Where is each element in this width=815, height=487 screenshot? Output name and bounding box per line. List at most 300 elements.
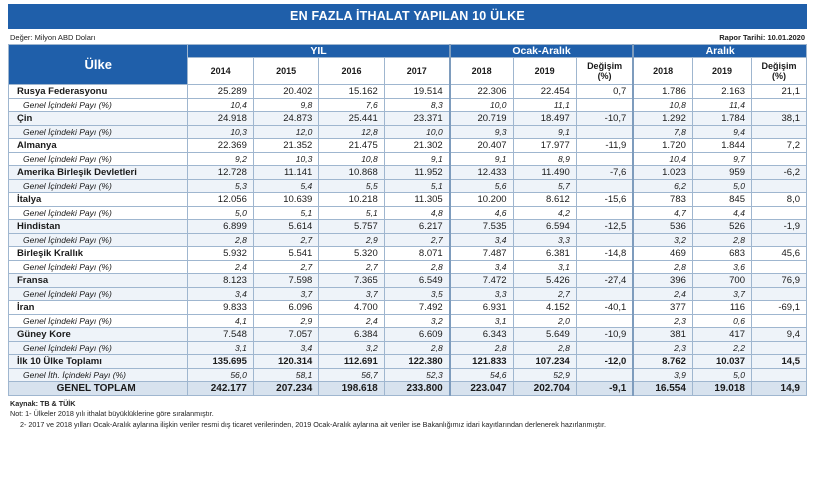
row-country-name: İtalya [9, 193, 188, 207]
share-oa-2019: 9,1 [513, 126, 576, 139]
share-oa-2019: 2,8 [513, 342, 576, 355]
change-label-line1: Değişim [587, 61, 623, 71]
table-row [9, 274, 807, 288]
cell-oa-change: -10,7 [576, 112, 633, 126]
share-2017: 3,5 [384, 288, 449, 301]
cell-oa-change: -27,4 [576, 274, 633, 288]
table-row [9, 112, 807, 126]
share-2016: 3,2 [319, 342, 384, 355]
share-2015: 9,8 [253, 99, 318, 112]
share-ar-2018: 2,3 [633, 342, 692, 355]
cell-2014: 22.369 [188, 139, 253, 153]
cell-2015: 7.057 [253, 328, 318, 342]
share-oa-change [576, 99, 633, 112]
top10-ar-change: 14,5 [752, 355, 807, 369]
cell-ar-2019: 526 [692, 220, 751, 234]
row-share-label: Genel İçindeki Payı (%) [9, 207, 188, 220]
share-ar-2018: 10,4 [633, 153, 692, 166]
grand-oa-2018: 223.047 [450, 382, 513, 396]
cell-ar-2018: 536 [633, 220, 692, 234]
cell-oa-2019: 6.381 [513, 247, 576, 261]
top10-ar-2019: 10.037 [692, 355, 751, 369]
cell-2014: 6.899 [188, 220, 253, 234]
share-oa-2018: 9,3 [450, 126, 513, 139]
share-2015: 5,1 [253, 207, 318, 220]
share-oa-2019: 8,9 [513, 153, 576, 166]
share-ar-change [752, 234, 807, 247]
row-country-name: Güney Kore [9, 328, 188, 342]
cell-2016: 5.320 [319, 247, 384, 261]
cell-2014: 12.728 [188, 166, 253, 180]
cell-ar-2019: 2.163 [692, 85, 751, 99]
share-ar-2018: 2,8 [633, 261, 692, 274]
cell-oa-change: -11,9 [576, 139, 633, 153]
share-ar-2018: 6,2 [633, 180, 692, 193]
table-row-share [9, 234, 807, 247]
share-ar-change [752, 261, 807, 274]
footnotes [8, 396, 807, 430]
grand-2015: 207.234 [253, 382, 318, 396]
cell-2017: 7.492 [384, 301, 449, 315]
top10-oa-2018: 121.833 [450, 355, 513, 369]
share-oa-2018: 10,0 [450, 99, 513, 112]
table-row-share [9, 288, 807, 301]
row-share-label: Genel İçindeki Payı (%) [9, 261, 188, 274]
header-col-oa-2019: 2019 [513, 58, 576, 85]
cell-oa-2018: 20.719 [450, 112, 513, 126]
cell-ar-2019: 417 [692, 328, 751, 342]
cell-ar-change: 8,0 [752, 193, 807, 207]
share-2016: 5,5 [319, 180, 384, 193]
share-ar-change [752, 342, 807, 355]
share-oa-2019: 3,3 [513, 234, 576, 247]
table-row [9, 166, 807, 180]
cell-2016: 5.757 [319, 220, 384, 234]
header-col-ar-change [752, 58, 807, 85]
grand-total-row [9, 382, 807, 396]
cell-2016: 15.162 [319, 85, 384, 99]
top10-ar-2018: 8.762 [633, 355, 692, 369]
cell-oa-change: 0,7 [576, 85, 633, 99]
row-share-label: Genel İçindeki Payı (%) [9, 153, 188, 166]
note-1: Not: 1- Ülkeler 2018 yılı ithalat büyüklüklerine göre sıralanmıştır. [10, 409, 214, 419]
cell-2016: 10.868 [319, 166, 384, 180]
share-2014: 10,3 [188, 126, 253, 139]
share-oa-change [576, 207, 633, 220]
share-2014: 5,0 [188, 207, 253, 220]
cell-oa-change: -7,6 [576, 166, 633, 180]
cell-oa-2018: 7.535 [450, 220, 513, 234]
cell-oa-2018: 6.931 [450, 301, 513, 315]
share-oa-2018: 3,1 [450, 315, 513, 328]
share-2015: 12,0 [253, 126, 318, 139]
cell-oa-2018: 10.200 [450, 193, 513, 207]
cell-2017: 21.302 [384, 139, 449, 153]
row-country-name: Almanya [9, 139, 188, 153]
cell-ar-change: 7,2 [752, 139, 807, 153]
share-ar-2019: 0,6 [692, 315, 751, 328]
share-2015: 2,7 [253, 261, 318, 274]
cell-2016: 10.218 [319, 193, 384, 207]
share-ar-change [752, 288, 807, 301]
share-oa-change [576, 180, 633, 193]
share-oa-2018: 3,4 [450, 234, 513, 247]
cell-oa-2019: 22.454 [513, 85, 576, 99]
meta-row [8, 33, 807, 44]
header-col-oa-2018: 2018 [450, 58, 513, 85]
table-row-share [9, 99, 807, 112]
cell-ar-2019: 845 [692, 193, 751, 207]
cell-2016: 25.441 [319, 112, 384, 126]
change-label-line1: Değişim [761, 61, 797, 71]
cell-2015: 24.873 [253, 112, 318, 126]
share-2017: 5,1 [384, 180, 449, 193]
share-2017: 2,7 [384, 234, 449, 247]
share-ar-2018: 3,2 [633, 234, 692, 247]
share-oa-change [576, 234, 633, 247]
cell-2017: 11.952 [384, 166, 449, 180]
share-ar-2019: 9,4 [692, 126, 751, 139]
cell-oa-change: -14,8 [576, 247, 633, 261]
cell-oa-2018: 12.433 [450, 166, 513, 180]
header-col-2015: 2015 [253, 58, 318, 85]
cell-ar-change: 76,9 [752, 274, 807, 288]
cell-ar-2018: 1.786 [633, 85, 692, 99]
cell-oa-2019: 5.426 [513, 274, 576, 288]
share-ar-change [752, 315, 807, 328]
share-oa-change [576, 315, 633, 328]
share-ar-2019: 2,2 [692, 342, 751, 355]
top10-2014: 135.695 [188, 355, 253, 369]
share-oa-2019: 2,0 [513, 315, 576, 328]
cell-2017: 6.549 [384, 274, 449, 288]
header-group-ocak-aralik: Ocak-Aralık [450, 45, 634, 58]
cell-oa-2019: 11.490 [513, 166, 576, 180]
row-country-name: Hindistan [9, 220, 188, 234]
cell-ar-2019: 683 [692, 247, 751, 261]
share-oa-2019: 5,7 [513, 180, 576, 193]
cell-ar-2018: 1.023 [633, 166, 692, 180]
top10-share-oa-change [576, 369, 633, 382]
grand-2016: 198.618 [319, 382, 384, 396]
cell-2015: 7.598 [253, 274, 318, 288]
share-2015: 3,7 [253, 288, 318, 301]
row-country-name: Birleşik Krallık [9, 247, 188, 261]
header-col-ar-2018: 2018 [633, 58, 692, 85]
cell-ar-change: 9,4 [752, 328, 807, 342]
row-share-label: Genel İçindeki Payı (%) [9, 288, 188, 301]
cell-ar-change: -6,2 [752, 166, 807, 180]
cell-oa-2018: 6.343 [450, 328, 513, 342]
cell-2014: 9.833 [188, 301, 253, 315]
share-2016: 5,1 [319, 207, 384, 220]
cell-2016: 6.384 [319, 328, 384, 342]
cell-2017: 11.305 [384, 193, 449, 207]
grand-oa-change: -9,1 [576, 382, 633, 396]
cell-2015: 6.096 [253, 301, 318, 315]
cell-oa-2018: 7.487 [450, 247, 513, 261]
table-row-share [9, 126, 807, 139]
share-ar-2019: 4,4 [692, 207, 751, 220]
share-2017: 3,2 [384, 315, 449, 328]
share-ar-change [752, 126, 807, 139]
share-2015: 5,4 [253, 180, 318, 193]
table-row [9, 247, 807, 261]
table-row [9, 301, 807, 315]
table-row-share [9, 315, 807, 328]
top10-share-ar-2019: 5,0 [692, 369, 751, 382]
share-oa-change [576, 126, 633, 139]
share-2014: 9,2 [188, 153, 253, 166]
grand-total-label: GENEL TOPLAM [9, 382, 188, 396]
top10-2016: 112.691 [319, 355, 384, 369]
unit-label: Değer: Milyon ABD Doları [10, 33, 96, 42]
cell-2014: 7.548 [188, 328, 253, 342]
share-2015: 10,3 [253, 153, 318, 166]
cell-ar-2018: 1.720 [633, 139, 692, 153]
share-oa-change [576, 153, 633, 166]
share-2017: 4,8 [384, 207, 449, 220]
top10-2017: 122.380 [384, 355, 449, 369]
share-2015: 2,7 [253, 234, 318, 247]
row-country-name: İran [9, 301, 188, 315]
cell-ar-2018: 1.292 [633, 112, 692, 126]
top10-share-2017: 52,3 [384, 369, 449, 382]
cell-oa-change: -10,9 [576, 328, 633, 342]
share-2016: 3,7 [319, 288, 384, 301]
share-oa-2019: 3,1 [513, 261, 576, 274]
share-2016: 12,8 [319, 126, 384, 139]
import-countries-table [8, 44, 807, 396]
share-oa-2018: 4,6 [450, 207, 513, 220]
share-2014: 2,4 [188, 261, 253, 274]
header-col-ar-2019: 2019 [692, 58, 751, 85]
top10-oa-2019: 107.234 [513, 355, 576, 369]
share-oa-2018: 3,4 [450, 261, 513, 274]
share-2014: 3,4 [188, 288, 253, 301]
grand-ar-2018: 16.554 [633, 382, 692, 396]
header-col-2017: 2017 [384, 58, 449, 85]
grand-2014: 242.177 [188, 382, 253, 396]
header-col-oa-change [576, 58, 633, 85]
cell-oa-2019: 18.497 [513, 112, 576, 126]
share-2017: 2,8 [384, 261, 449, 274]
table-row-share [9, 153, 807, 166]
share-2014: 2,8 [188, 234, 253, 247]
cell-oa-2019: 4.152 [513, 301, 576, 315]
cell-2015: 21.352 [253, 139, 318, 153]
cell-ar-change: 38,1 [752, 112, 807, 126]
share-2016: 2,7 [319, 261, 384, 274]
share-ar-2019: 3,7 [692, 288, 751, 301]
row-country-name: Fransa [9, 274, 188, 288]
share-2017: 10,0 [384, 126, 449, 139]
header-country: Ülke [9, 45, 188, 85]
cell-ar-2018: 377 [633, 301, 692, 315]
change-label-line2: (%) [772, 71, 786, 81]
header-group-yil: YIL [188, 45, 450, 58]
share-ar-2018: 7,8 [633, 126, 692, 139]
cell-2017: 8.071 [384, 247, 449, 261]
cell-oa-change: -12,5 [576, 220, 633, 234]
table-row [9, 328, 807, 342]
cell-2014: 24.918 [188, 112, 253, 126]
share-ar-2019: 11,4 [692, 99, 751, 112]
share-oa-2018: 2,8 [450, 342, 513, 355]
cell-oa-2018: 7.472 [450, 274, 513, 288]
share-2017: 8,3 [384, 99, 449, 112]
table-row-share [9, 180, 807, 193]
cell-2017: 19.514 [384, 85, 449, 99]
share-2017: 9,1 [384, 153, 449, 166]
row-share-label: Genel İçindeki Payı (%) [9, 126, 188, 139]
share-ar-2019: 9,7 [692, 153, 751, 166]
share-oa-2018: 5,6 [450, 180, 513, 193]
share-oa-change [576, 261, 633, 274]
grand-oa-2019: 202.704 [513, 382, 576, 396]
cell-ar-change: 45,6 [752, 247, 807, 261]
grand-ar-change: 14,9 [752, 382, 807, 396]
top10-2015: 120.314 [253, 355, 318, 369]
header-col-2014: 2014 [188, 58, 253, 85]
cell-2016: 7.365 [319, 274, 384, 288]
share-ar-change [752, 99, 807, 112]
cell-ar-2019: 959 [692, 166, 751, 180]
cell-ar-2018: 396 [633, 274, 692, 288]
share-ar-change [752, 180, 807, 193]
grand-ar-2019: 19.018 [692, 382, 751, 396]
row-country-name: Amerika Birleşik Devletleri [9, 166, 188, 180]
cell-2015: 5.541 [253, 247, 318, 261]
report-page [0, 4, 815, 487]
share-oa-2019: 2,7 [513, 288, 576, 301]
report-date: Rapor Tarihi: 10.01.2020 [719, 33, 805, 42]
row-share-label: Genel İçindeki Payı (%) [9, 234, 188, 247]
share-2014: 3,1 [188, 342, 253, 355]
share-oa-2018: 9,1 [450, 153, 513, 166]
cell-oa-2019: 6.594 [513, 220, 576, 234]
share-2015: 2,9 [253, 315, 318, 328]
share-2016: 2,9 [319, 234, 384, 247]
top10-share-oa-2018: 54,6 [450, 369, 513, 382]
cell-2014: 5.932 [188, 247, 253, 261]
cell-ar-change: -1,9 [752, 220, 807, 234]
cell-2016: 21.475 [319, 139, 384, 153]
note-2: 2- 2017 ve 2018 yılları Ocak-Aralık aylarına ilişkin veriler resmi dış ticaret verilerinden, 2019 Ocak-Aralık aylarına ait veriler ise Bakanlığımız idari kayıtlarından derlenerek hazırlanmıştır. [20, 419, 607, 429]
header-group-aralik: Aralık [633, 45, 806, 58]
page-title: EN FAZLA İTHALAT YAPILAN 10 ÜLKE [8, 4, 807, 29]
cell-ar-2018: 783 [633, 193, 692, 207]
share-2017: 2,8 [384, 342, 449, 355]
cell-2015: 10.639 [253, 193, 318, 207]
row-country-name: Rusya Federasyonu [9, 85, 188, 99]
cell-ar-2019: 116 [692, 301, 751, 315]
top10-share-2016: 56,7 [319, 369, 384, 382]
cell-oa-2019: 17.977 [513, 139, 576, 153]
share-2015: 3,4 [253, 342, 318, 355]
cell-2017: 6.609 [384, 328, 449, 342]
cell-2017: 23.371 [384, 112, 449, 126]
share-2016: 2,4 [319, 315, 384, 328]
cell-2014: 12.056 [188, 193, 253, 207]
top10-share-ar-2018: 3,9 [633, 369, 692, 382]
share-ar-2018: 2,4 [633, 288, 692, 301]
cell-ar-change: -69,1 [752, 301, 807, 315]
cell-oa-2018: 22.306 [450, 85, 513, 99]
share-oa-2019: 4,2 [513, 207, 576, 220]
header-col-2016: 2016 [319, 58, 384, 85]
cell-2015: 20.402 [253, 85, 318, 99]
share-ar-2019: 5,0 [692, 180, 751, 193]
cell-2014: 25.289 [188, 85, 253, 99]
top10-share-ar-change [752, 369, 807, 382]
share-2016: 10,8 [319, 153, 384, 166]
source-note: Kaynak: TB & TÜİK [10, 399, 76, 408]
share-ar-change [752, 153, 807, 166]
table-row [9, 193, 807, 207]
cell-2014: 8.123 [188, 274, 253, 288]
row-share-label: Genel İçindeki Payı (%) [9, 315, 188, 328]
change-label-line2: (%) [597, 71, 612, 81]
cell-ar-2019: 1.844 [692, 139, 751, 153]
table-row-share [9, 207, 807, 220]
cell-ar-2019: 700 [692, 274, 751, 288]
table-row-share [9, 261, 807, 274]
cell-2015: 5.614 [253, 220, 318, 234]
top10-oa-change: -12,0 [576, 355, 633, 369]
cell-oa-change: -15,6 [576, 193, 633, 207]
table-body [9, 85, 807, 396]
row-share-label: Genel İçindeki Payı (%) [9, 180, 188, 193]
grand-2017: 233.800 [384, 382, 449, 396]
table-row [9, 220, 807, 234]
share-ar-2019: 2,8 [692, 234, 751, 247]
cell-ar-2018: 381 [633, 328, 692, 342]
cell-2017: 6.217 [384, 220, 449, 234]
cell-oa-change: -40,1 [576, 301, 633, 315]
share-ar-change [752, 207, 807, 220]
table-header-groups [9, 45, 807, 58]
row-country-name: Çin [9, 112, 188, 126]
share-ar-2019: 3,6 [692, 261, 751, 274]
share-ar-2018: 4,7 [633, 207, 692, 220]
table-row [9, 139, 807, 153]
top10-label: İlk 10 Ülke Toplamı [9, 355, 188, 369]
share-2016: 7,6 [319, 99, 384, 112]
cell-oa-2018: 20.407 [450, 139, 513, 153]
share-oa-change [576, 342, 633, 355]
cell-oa-2019: 5.649 [513, 328, 576, 342]
top10-total-row [9, 355, 807, 369]
share-2014: 5,3 [188, 180, 253, 193]
share-oa-change [576, 288, 633, 301]
cell-ar-change: 21,1 [752, 85, 807, 99]
cell-2016: 4.700 [319, 301, 384, 315]
table-row-share [9, 342, 807, 355]
top10-share-2015: 58,1 [253, 369, 318, 382]
row-share-label: Genel İçindeki Payı (%) [9, 99, 188, 112]
share-oa-2018: 3,3 [450, 288, 513, 301]
cell-ar-2018: 469 [633, 247, 692, 261]
top10-share-row [9, 369, 807, 382]
cell-oa-2019: 8.612 [513, 193, 576, 207]
top10-share-oa-2019: 52,9 [513, 369, 576, 382]
cell-ar-2019: 1.784 [692, 112, 751, 126]
cell-2015: 11.141 [253, 166, 318, 180]
share-2014: 4,1 [188, 315, 253, 328]
top10-share-2014: 56,0 [188, 369, 253, 382]
table-row [9, 85, 807, 99]
